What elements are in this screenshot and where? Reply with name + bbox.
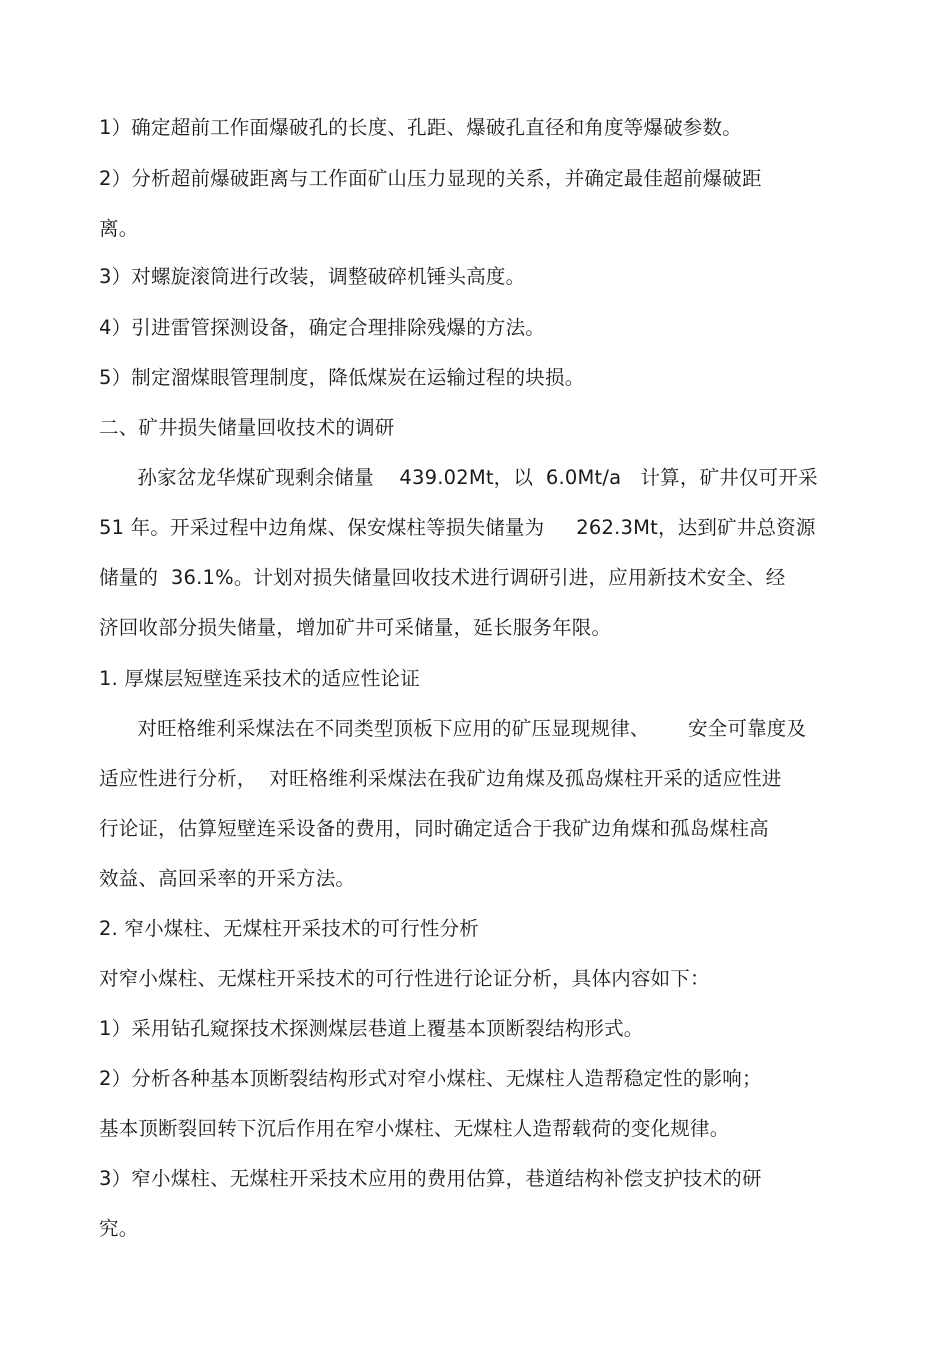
text-line-8: 孙家岔龙华煤矿现剩余储量 439.02Mt，以 6.0Mt/a 计算，矿井仅可开采 (99, 466, 818, 489)
subsection-heading-2: 2. 窄小煤柱、无煤柱开采技术的可行性分析 (99, 917, 480, 940)
text-line-1: 1）确定超前工作面爆破孔的长度、孔距、爆破孔直径和角度等爆破参数。 (99, 116, 743, 139)
text-line-22: 3）窄小煤柱、无煤柱开采技术应用的费用估算，巷道结构补偿支护技术的研 (99, 1167, 762, 1190)
text-line-9: 51 年。开采过程中边角煤、保安煤柱等损失储量为 262.3Mt，达到矿井总资源 (99, 516, 816, 539)
subsection-heading-1: 1. 厚煤层短壁连采技术的适应性论证 (99, 667, 420, 690)
text-line-18: 对窄小煤柱、无煤柱开采技术的可行性进行论证分析，具体内容如下： (99, 967, 710, 990)
text-line-16: 效益、高回采率的开采方法。 (99, 867, 356, 890)
text-line-3: 离。 (99, 217, 139, 240)
section-heading: 二、矿井损失储量回收技术的调研 (99, 416, 395, 439)
text-line-21: 基本顶断裂回转下沉后作用在窄小煤柱、无煤柱人造帮载荷的变化规律。 (99, 1117, 730, 1140)
text-line-2: 2）分析超前爆破距离与工作面矿山压力显现的关系，并确定最佳超前爆破距 (99, 167, 762, 190)
text-line-14: 适应性进行分析， 对旺格维利采煤法在我矿边角煤及孤岛煤柱开采的适应性进 (99, 767, 782, 790)
text-line-4: 3）对螺旋滚筒进行改装，调整破碎机锤头高度。 (99, 265, 526, 288)
text-line-5: 4）引进雷管探测设备，确定合理排除残爆的方法。 (99, 316, 546, 339)
text-line-20: 2）分析各种基本顶断裂结构形式对窄小煤柱、无煤柱人造帮稳定性的影响； (99, 1067, 762, 1090)
text-line-19: 1）采用钻孔窥探技术探测煤层巷道上覆基本顶断裂结构形式。 (99, 1017, 644, 1040)
text-line-13: 对旺格维利采煤法在不同类型顶板下应用的矿压显现规律、 安全可靠度及 (99, 717, 807, 740)
text-line-15: 行论证，估算短壁连采设备的费用，同时确定适合于我矿边角煤和孤岛煤柱高 (99, 817, 769, 840)
text-line-23: 究。 (99, 1217, 139, 1240)
text-line-10: 储量的 36.1%。计划对损失储量回收技术进行调研引进，应用新技术安全、经 (99, 566, 786, 589)
text-line-6: 5）制定溜煤眼管理制度，降低煤炭在运输过程的块损。 (99, 366, 585, 389)
text-line-11: 济回收部分损失储量，增加矿井可采储量，延长服务年限。 (99, 616, 612, 639)
